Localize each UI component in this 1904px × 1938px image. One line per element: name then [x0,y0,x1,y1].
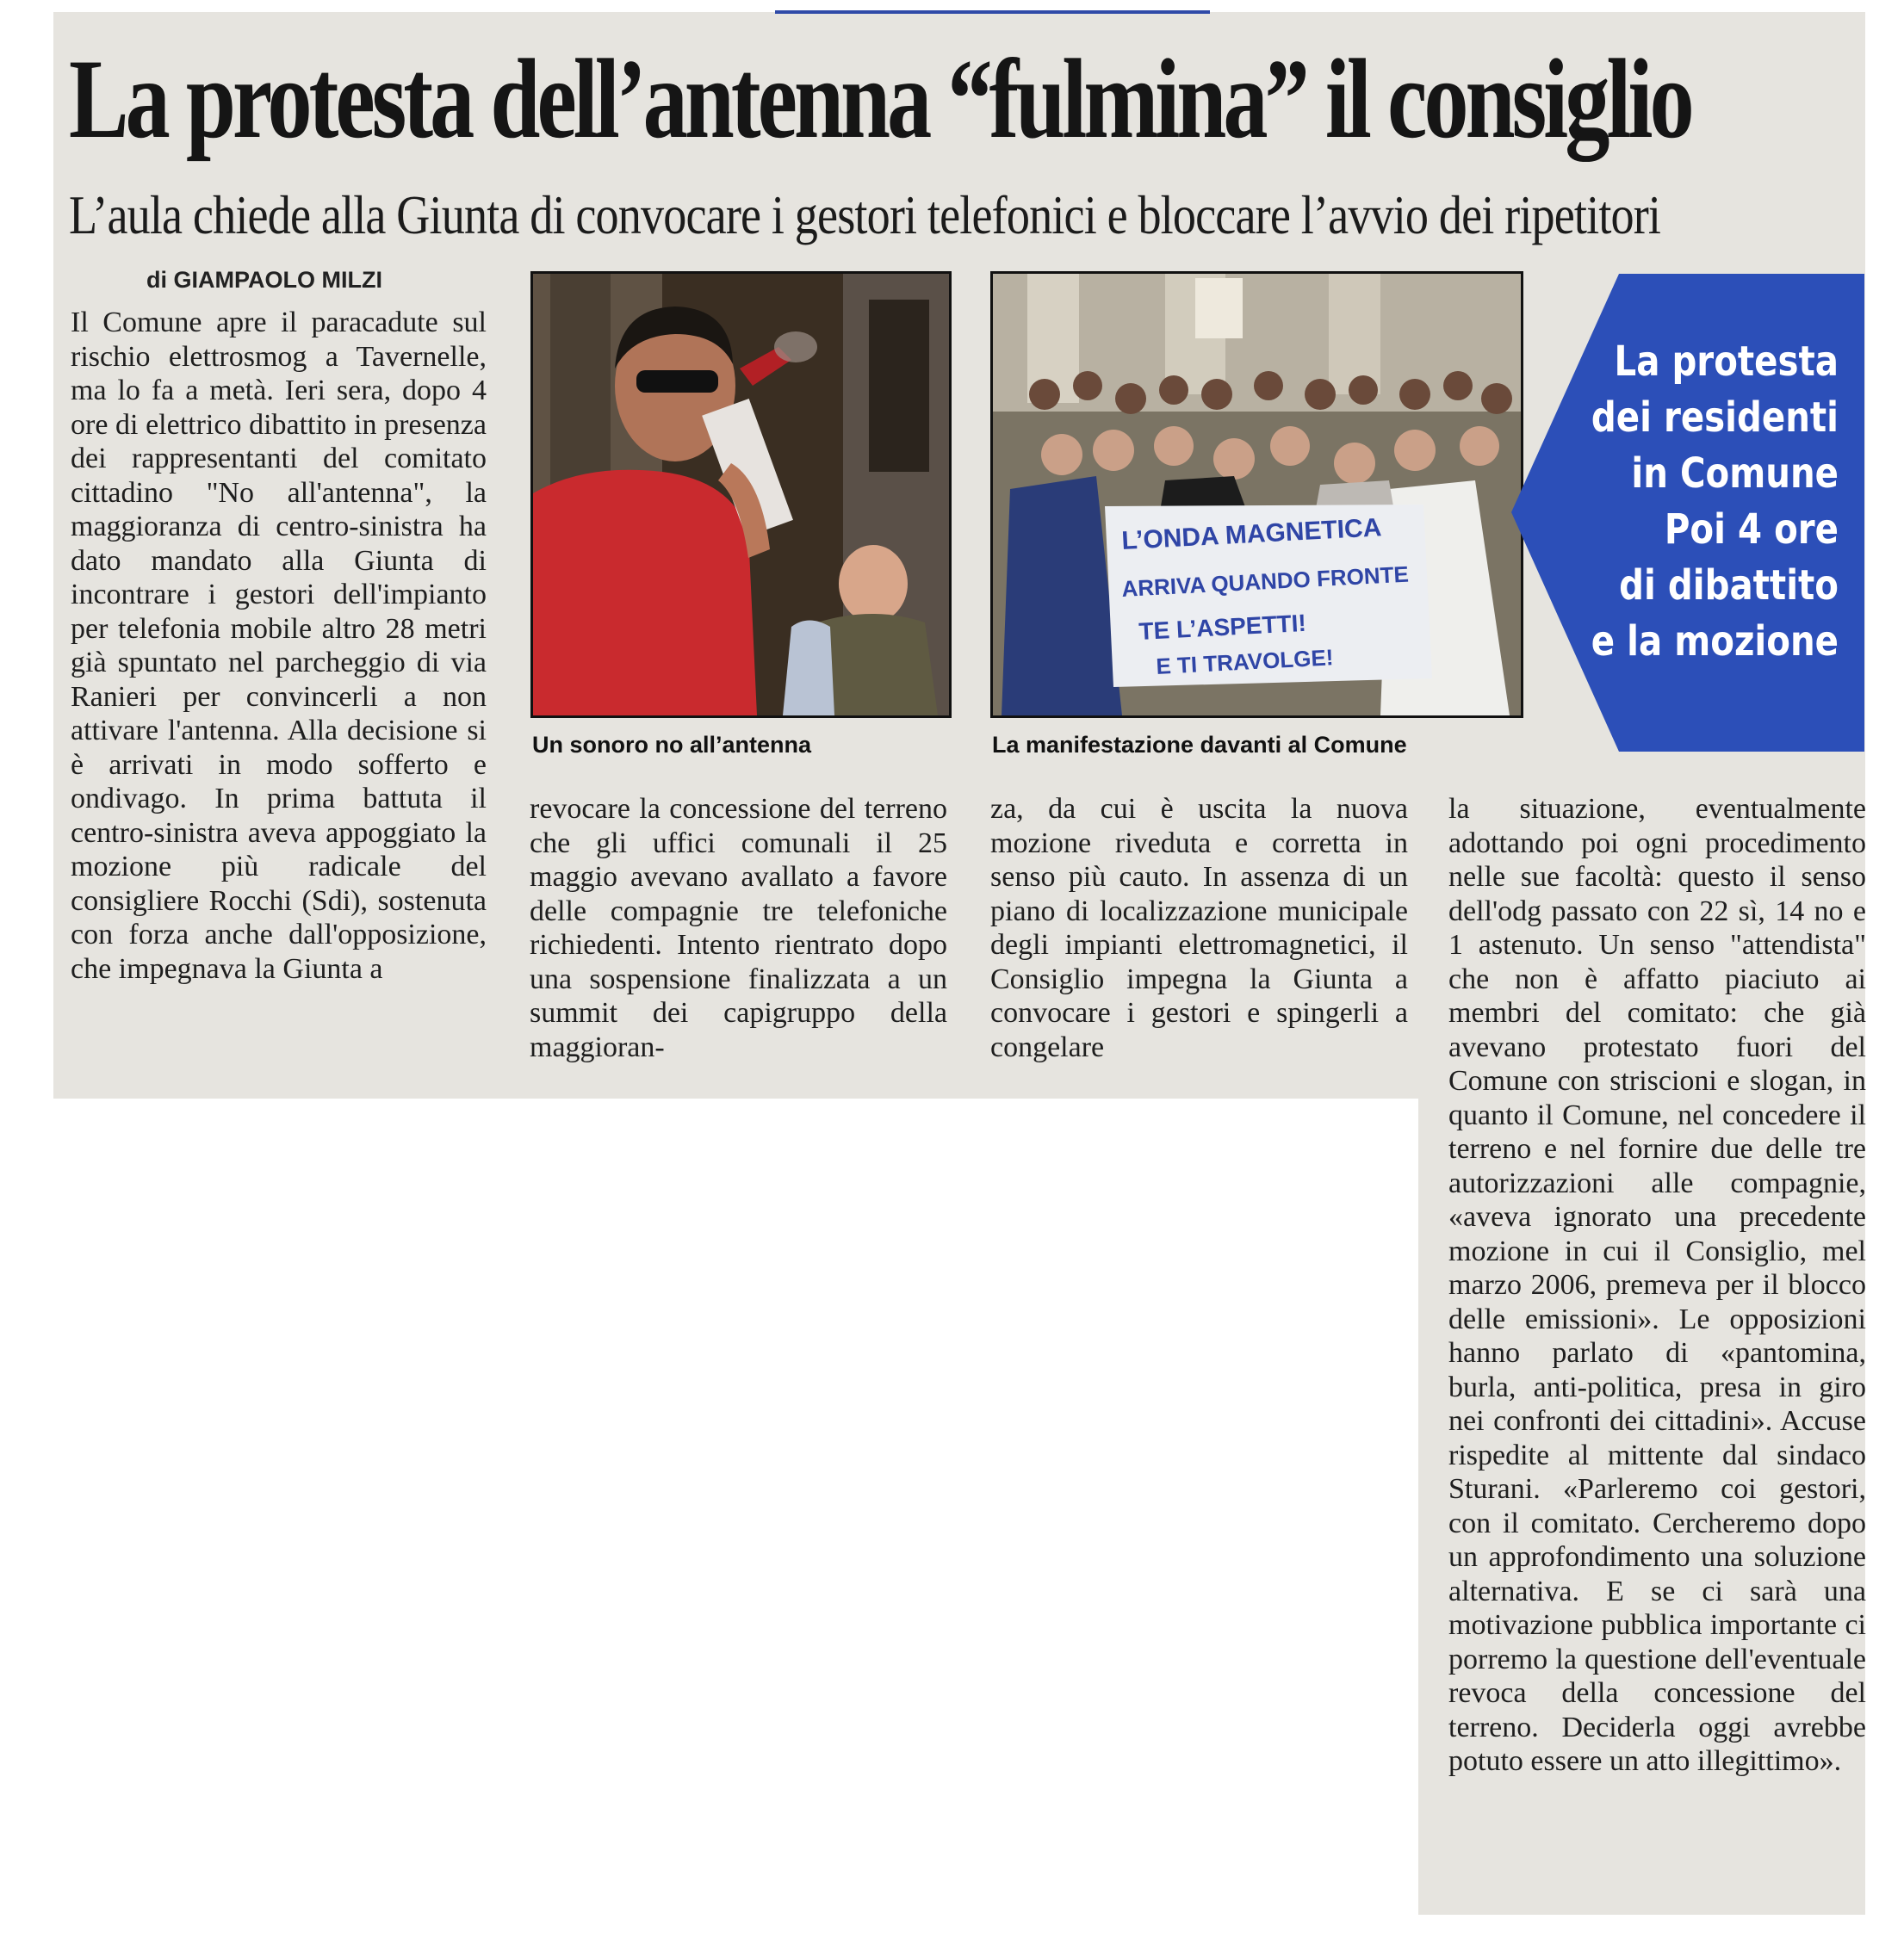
callout-line: Poi 4 ore [1664,505,1839,554]
headline: La protesta dell’antenna “fulmina” il consiglio [69,35,1691,162]
photo-caption-2: La manifestazione davanti al Comune [992,732,1407,758]
svg-text:ARRIVA QUANDO FRONTE: ARRIVA QUANDO FRONTE [1120,560,1410,602]
byline: di GIAMPAOLO MILZI [146,267,382,293]
article-column-2: revocare la concessione del terreno che gli uffici comunali il 25 maggio avevano avallato a favore delle compagnie tre telefoniche richiedenti. Intento rientrato dopo una sospensione finalizzata a un summit dei capigruppo della maggioran- [530,793,947,1063]
callout-line: dei residenti [1591,393,1839,442]
article-column-1: Il Comune apre il paracadute sul rischio elettrosmog a Tavernelle, ma lo fa a metà. Ieri sera, dopo 4 ore di elettrico dibattito in presenza dei rappresentanti del comitato cittadino "No all'antenna", la maggioranza di centro-sinistra ha dato mandato alla Giunta di incontrare i gestori dell'impianto per telefonia mobile altro 28 metri già spuntato nel parcheggio di via Ranieri per convincerli a non attivare l'antenna. Alla decisione si è arrivati in modo sofferto e ondivago. In prima battuta il centro-sinistra aveva appoggiato la mozione più radicale del consigliere Rocchi (Sdi), sostenuta con forza anche dall'opposizione, che impegnava la Giunta a [71,306,487,985]
callout-box [1511,274,1864,752]
article-column-3: za, da cui è uscita la nuova mozione riveduta e corretta in senso più cauto. In assenza di un piano di localizzazione municipale degli impianti elettromagnetici, il Consiglio impegna la Giunta a convocare i gestori e spingerli a congelare [990,793,1408,1063]
svg-text:TE L’ASPETTI!: TE L’ASPETTI! [1138,609,1307,645]
svg-text:E TI TRAVOLGE!: E TI TRAVOLGE! [1155,644,1335,679]
subheadline: L’aula chiede alla Giunta di convocare i gestori telefonici e bloccare l’avvio dei ripetitori [69,185,1661,245]
svg-text:L’ONDA MAGNETICA: L’ONDA MAGNETICA [1120,513,1383,555]
callout-text [1564,334,1839,670]
callout-line: La protesta [1614,337,1839,386]
callout-line: di dibattito [1619,561,1839,610]
photo-protester-air-horn [530,271,952,718]
callout-line: in Comune [1631,449,1839,498]
photo-demonstration [990,271,1523,718]
callout-line: e la mozione [1591,617,1839,666]
photo-caption-1: Un sonoro no all’antenna [532,732,812,758]
top-blue-rule [775,10,1210,14]
article-column-4: la situazione, eventualmente adottando poi ogni procedimento nelle sue facoltà: questo il senso dell'odg passato con 22 sì, 14 no e 1 astenuto. Un senso "attendista" che non è affatto piaciuto ai membri del comitato: che già avevano protestato fuori del Comune con striscioni e slogan, in quanto il Comune, nel concedere il terreno e nel fornire due delle tre autorizzazioni alle compagnie, «aveva ignorato una precedente mozione in cui il Consiglio, mel marzo 2006, premeva per il blocco delle emissioni». Le opposizioni hanno parlato di «pantomina, burla, anti-politica, presa in giro nei confronti dei cittadini». Accuse rispedite al mittente dal sindaco Sturani. «Parleremo coi gestori, con il comitato. Cercheremo dopo un approfondimento una soluzione alternativa. E se ci sarà una motivazione pubblica importante ci porremo la questione dell'eventuale revoca della concessione del terreno. Deciderla oggi avrebbe potuto essere un atto illegittimo». [1448,793,1866,1777]
